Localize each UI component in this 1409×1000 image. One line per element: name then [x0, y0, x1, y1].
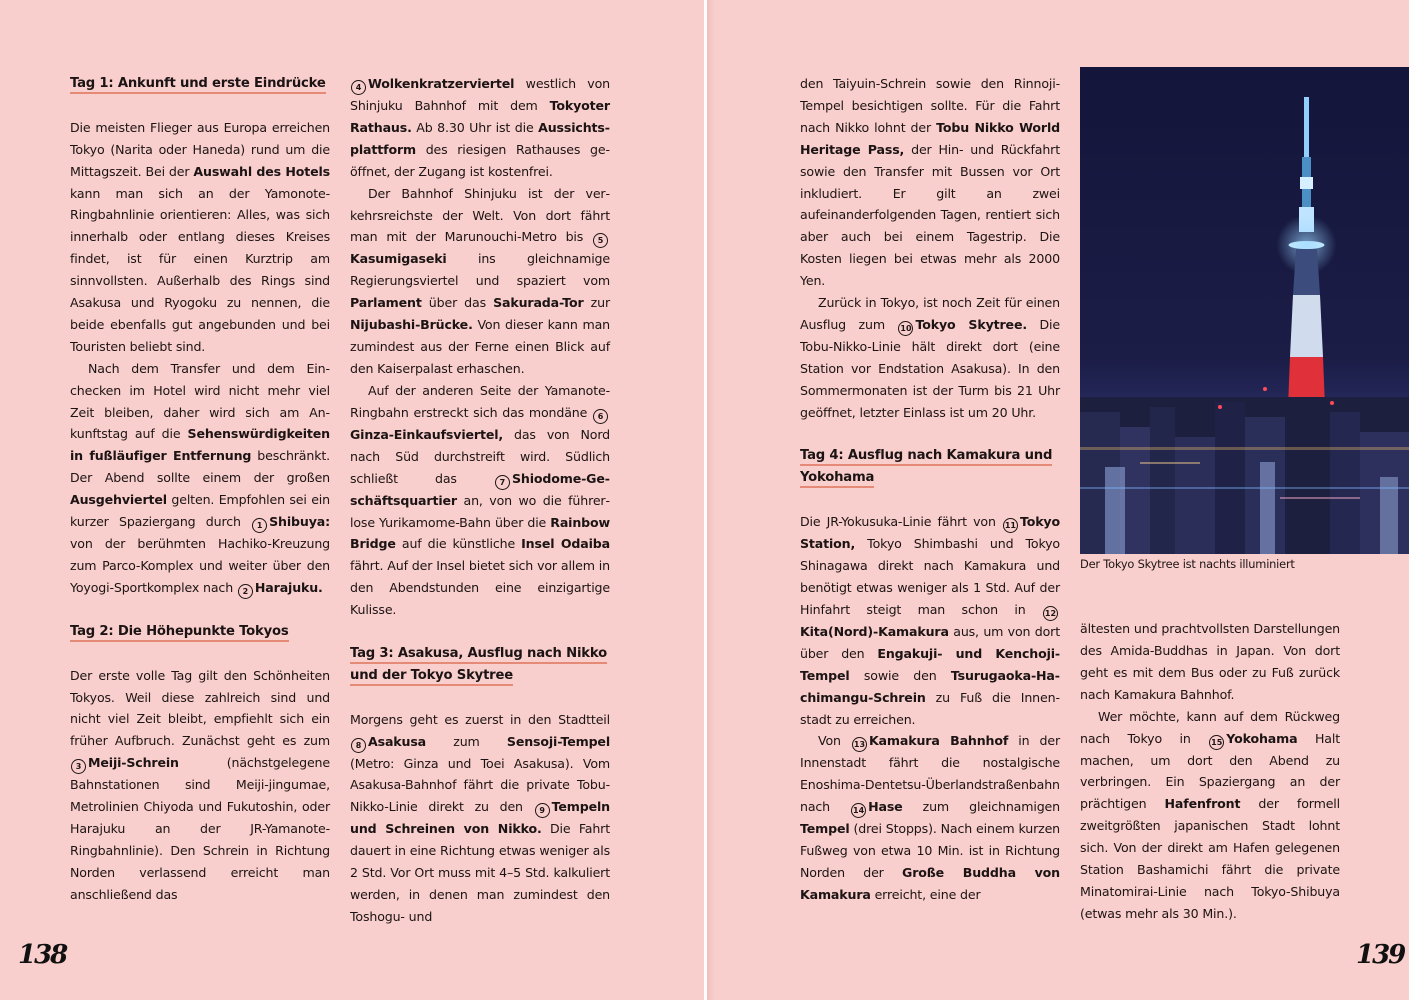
body-text: zum: [426, 733, 507, 749]
body-text: an, von wo die führerlose Yurikamome-Bahn über die: [350, 492, 610, 530]
paragraph: [350, 73, 610, 183]
map-marker-number-icon: 9: [535, 803, 550, 818]
map-marker-number-icon: 8: [351, 738, 366, 753]
page-number-right: 139: [1356, 940, 1405, 970]
column-2: [350, 73, 610, 928]
body-text: zur: [583, 295, 610, 311]
highlight-term: Hafenfront: [1164, 796, 1241, 812]
paragraph: [350, 183, 610, 380]
highlight-term: Harajuku.: [254, 579, 323, 595]
highlight-term: Rainbow Bridge: [350, 514, 610, 552]
highlight-term: Ginza-Einkaufsviertel,: [350, 426, 504, 442]
highlight-term: Ausgehviertel: [70, 492, 167, 508]
page-number-left: 138: [18, 940, 67, 970]
section-heading-day2: Tag 2: Die Höhepunkte Tokyos: [70, 621, 330, 643]
gutter-shadow: [707, 0, 715, 1000]
paragraph: [350, 709, 610, 928]
highlight-term: Aussichtsplattform: [350, 119, 610, 157]
highlight-term: Wolkenkratzerviertel: [368, 76, 515, 91]
body-text: aus, um von dort über den: [800, 623, 1060, 661]
photo-caption: Der Tokyo Skytree ist nachts illuminiert: [1080, 557, 1295, 571]
body-text: Morgens geht es zuerst in den Stadtteil: [350, 711, 610, 727]
column-4: [1080, 618, 1340, 925]
highlight-term: Shibuya:: [269, 514, 330, 530]
body-text: des riesigen Rathauses geöffnet, der Zugang ist kostenfrei.: [350, 141, 610, 179]
column-3: [800, 73, 1060, 906]
tower-antenna: [1304, 97, 1309, 157]
map-marker-number-icon: 6: [593, 409, 608, 424]
body-text: gelten. Empfohlen sei ein kurzer Spaziergang durch: [70, 492, 330, 530]
city-skyline: [1080, 387, 1409, 554]
highlight-term: Kita(Nord)-Kamakura: [800, 623, 949, 639]
section-heading-day3: Tag 3: Asakusa, Ausflug nach Nikko und der Tokyo Skytree: [350, 643, 610, 687]
highlight-term: Tsurugaoka-Hachimangu-Schrein: [800, 667, 1060, 705]
highlight-term: Tobu Nikko World Heritage Pass,: [800, 119, 1060, 157]
map-marker-number-icon: 3: [71, 759, 86, 774]
body-text: in der Innenstadt fährt die nostalgische Enoshima-Dentetsu-Überlandstraßenbahn nach: [800, 733, 1061, 815]
highlight-term: Tokyo Skytree.: [915, 316, 1027, 332]
body-text: Halt machen, um dort den Abend zu verbringen. Ein Spaziergang an der prächtigen: [1080, 730, 1340, 812]
body-text: Der erste volle Tag gilt den Schönheiten Tokyos. Weil diese zahlreich sind und nicht viel Zeit bleibt, empfiehlt sich ein früher Aufbruch. Zunächst geht es zum: [70, 667, 330, 749]
paragraph: [70, 117, 330, 358]
map-marker-number-icon: 4: [351, 80, 366, 95]
body-text: fährt. Auf der Insel bietet sich vor allem in den Abendstunden eine einzigartige Kulisse.: [350, 558, 610, 618]
body-text: Tokyo Shimbashi und Tokyo Shinagawa direkt nach Kamakura und benötigt etwas weniger als 1 Std. Auf der Hinfahrt steigt man schon in: [800, 536, 1060, 617]
tower-lattice-white: [1290, 295, 1323, 357]
body-text: Nach dem Transfer und dem Einchecken im Hotel wird nicht mehr viel Zeit bleiben, daher wird sich am Ankunftstag auf die: [70, 360, 330, 442]
map-marker-number-icon: 7: [495, 475, 510, 490]
body-text: (nächstgelegene Bahnstationen sind Meiji-jingumae, Metrolinien Chiyoda und Fukutoshin, oder Harajuku an der JR-Yamanote-Ringbahnlinie). Den Schrein in Richtung Norden verlassend erreicht man anschließend das: [70, 755, 330, 902]
map-marker-number-icon: 15: [1209, 735, 1224, 750]
map-marker-number-icon: 12: [1043, 606, 1058, 621]
section-heading-day4: Tag 4: Ausflug nach Kamakura und Yokohama: [800, 445, 1060, 489]
column-1: [70, 73, 330, 906]
map-marker-number-icon: 2: [238, 584, 253, 599]
map-marker-number-icon: 10: [898, 321, 913, 336]
highlight-term: Kasumigaseki: [350, 251, 447, 267]
map-marker-number-icon: 1: [252, 518, 267, 533]
body-text: ins gleichnamige Regierungsviertel und spaziert vom: [350, 251, 610, 289]
highlight-term: Tokyoter Rathaus.: [350, 98, 610, 135]
highlight-term: Tokyo Station,: [800, 514, 1060, 552]
paragraph: [800, 73, 1060, 292]
body-text: Die Tobu-Nikko-Linie hält direkt dort (eine Station vor Endstation Asakusa). In den Sommermonaten ist der Turm bis 21 Uhr geöffnet, letzter Einlass ist um 20 Uhr.: [800, 316, 1060, 420]
body-text: der Hin- und Rückfahrt sowie den Transfer mit Bussen vor Ort inkludiert. Er gilt an zwei aufeinanderfolgenden Tagen, rentiert sich aber auch bei einem Tagestrip. Die Kosten liegen bei etwas mehr als 2000 Yen.: [800, 141, 1060, 289]
skytree-illustration: [1080, 67, 1409, 554]
highlight-term: Tempel: [800, 821, 850, 837]
body-text: beschränkt. Der Abend sollte einem der großen: [70, 448, 330, 486]
highlight-term: Nijubashi-Brücke.: [350, 317, 473, 333]
body-text: Von: [818, 733, 851, 749]
body-text: Wer möchte, kann auf dem Rückweg nach Tokyo in: [1080, 708, 1340, 746]
body-text: (drei Stopps). Nach einem kurzen Fußweg von etwa 10 Min. ist in Richtung Norden der: [800, 821, 1060, 881]
highlight-term: Tempeln und Schreinen von Nikko.: [350, 799, 610, 837]
highlight-term: Insel Odaiba: [521, 536, 610, 552]
body-text: zum gleichnamigen: [902, 799, 1060, 815]
highlight-term: Sensoji-Tempel: [506, 733, 610, 749]
map-marker-number-icon: 13: [852, 737, 867, 752]
paragraph: [1080, 618, 1340, 706]
paragraph: [800, 511, 1060, 730]
highlight-term: Engakuji- und Kenchoji-Tempel: [800, 645, 1060, 683]
tower-mid: [1293, 249, 1320, 295]
paragraph: [800, 292, 1060, 424]
paragraph: [70, 665, 330, 906]
body-text: Die meisten Flieger aus Europa erreichen Tokyo (Narita oder Haneda) rund um die Mittagszeit. Bei der: [70, 119, 330, 179]
body-text: erreicht, eine der: [870, 886, 981, 902]
body-text: von der berühmten Hachiko-Kreuzung zum Parco-Komplex und weiter über den Yoyogi-Sportkomplex nach: [70, 536, 330, 595]
highlight-term: Auswahl des Hotels: [193, 163, 330, 179]
highlight-term: Shiodome-Geschäftsquartier: [350, 470, 610, 508]
paragraph: [70, 358, 330, 599]
highlight-term: Große Buddha von Kamakura: [800, 865, 1060, 902]
body-text: westlich von Shinjuku Bahnhof mit dem: [350, 76, 610, 113]
map-marker-number-icon: 11: [1003, 518, 1018, 533]
highlight-term: Parlament: [350, 295, 422, 311]
body-text: der formell zweitgrößten japanischen Stadt lohnt sich. Von der direkt am Hafen gelegenen Station Bashamichi fährt die private Minatomirai-Linie nach Tokyo-Shibuya (etwas mehr als 30 Min.).: [1080, 796, 1340, 921]
highlight-term: Hase: [868, 799, 903, 815]
tower-upper-light: [1300, 177, 1313, 189]
body-text: sowie den: [849, 667, 951, 683]
highlight-term: Asakusa: [368, 733, 427, 749]
body-text: das von Nord nach Süd durchstreift wird. Südlich schließt das: [350, 426, 610, 486]
highlight-term: Sehenswürdigkeiten in fußläufiger Entfernung: [70, 426, 330, 464]
body-text: über das: [421, 295, 494, 311]
body-text: Ab 8.30 Uhr ist die: [411, 119, 539, 135]
body-text: (Metro: Ginza und Toei Asakusa). Vom Asakusa-Bahnhof fährt die private Tobu-Nikko-Linie direkt zu den: [350, 755, 610, 815]
highlight-term: Yokohama: [1226, 730, 1298, 746]
body-text: den Taiyuin-Schrein sowie den Rinnoji-Tempel besichtigen sollte. Für die Fahrt nach Nikko lohnt der: [800, 76, 1060, 135]
body-text: kann man sich an der Yamonote-Ringbahnlinie orientieren: Alles, was sich innerhalb oder entlang dieses Kreises findet, ist für einen Kurztrip am sinnvollsten. Außerhalb des Rings sind Asakusa und Ryogoku zu nennen, die beide ebenfalls gut angebunden und bei Touristen beliebt sind.: [70, 185, 330, 354]
body-text: Zurück in Tokyo, ist noch Zeit für einen Ausflug zum: [800, 295, 1060, 332]
body-text: zu Fuß die Innenstadt zu erreichen.: [800, 689, 1060, 727]
paragraph: [1080, 706, 1340, 925]
body-text: Die JR-Yokusuka-Linie fährt von: [800, 514, 1002, 530]
highlight-term: Kamakura Bahnhof: [868, 733, 1009, 749]
body-text: auf die künstliche: [395, 536, 522, 552]
map-marker-number-icon: 5: [593, 233, 608, 248]
body-text: Auf der anderen Seite der Yamanote-Ringbahn erstreckt sich das mondäne: [350, 382, 610, 420]
body-text: ältesten und prachtvollsten Darstellungen des Amida-Buddhas in Japan. Von dort geht es mit dem Bus oder zu Fuß zurück nach Kamakura Bahnhof.: [1080, 621, 1340, 702]
body-text: Von dieser kann man zumindest aus der Ferne einen Blick auf den Kaiserpalast erhaschen.: [350, 317, 610, 376]
paragraph: [800, 730, 1060, 905]
highlight-term: Sakurada-Tor: [493, 295, 584, 311]
highlight-term: Meiji-Schrein: [88, 755, 179, 771]
paragraph: [350, 380, 610, 621]
skytree-photo: [1080, 67, 1409, 554]
section-heading-day1: Tag 1: Ankunft und erste Eindrücke: [70, 73, 330, 95]
map-marker-number-icon: 14: [851, 803, 866, 818]
body-text: Der Bahnhof Shinjuku ist der verkehrsreichste der Welt. Von dort fährt man mit der Marunouchi-Metro bis: [350, 185, 610, 245]
body-text: Die Fahrt dauert in eine Richtung etwas weniger als 2 Std. Vor Ort muss mit 4–5 Std. kalkuliert werden, in denen man zumindest den Toshogu- und: [350, 821, 611, 924]
